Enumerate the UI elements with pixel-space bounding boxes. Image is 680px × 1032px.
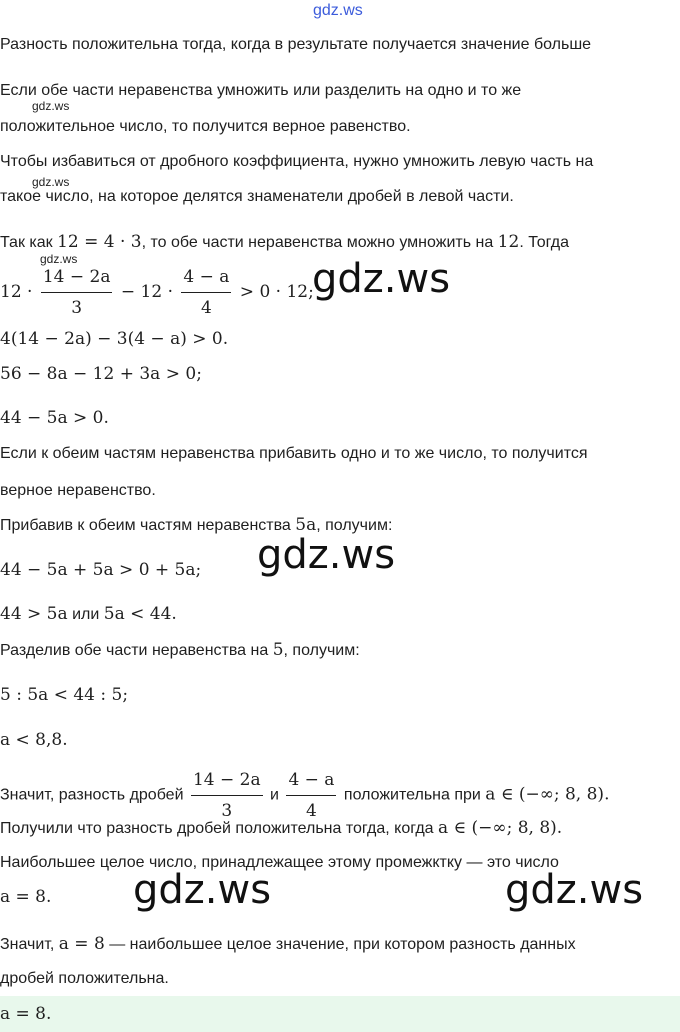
fraction-denominator: 4 [181, 292, 231, 321]
equation-6 [0, 604, 177, 625]
fraction-numerator: 14 − 2a [192, 770, 261, 790]
equation-5: 44 − 5a + 5a > 0 + 5a; [0, 560, 202, 580]
watermark-small-1: gdz.ws [32, 99, 70, 113]
math-expression: 5 [272, 640, 284, 660]
fraction-numerator: 4 − a [288, 770, 335, 790]
watermark-large-2: gdz.ws [257, 532, 396, 578]
text-line-12 [0, 818, 562, 839]
math-expression: a ∈ (−∞; 8, 8). [485, 784, 610, 805]
text-line-6 [0, 232, 569, 253]
math-expression: 12 = 4 · 3 [57, 232, 142, 252]
text-segment: и [265, 786, 284, 804]
text-line-2: Если обе части неравенства умножить или разделить на одно и то же [0, 82, 522, 99]
fraction-1 [41, 264, 113, 321]
answer-value: a = 8. [0, 1004, 52, 1024]
text-segment: Так как [0, 234, 58, 251]
text-segment: Значит, [0, 936, 59, 953]
equation-1 [0, 264, 314, 321]
fraction-4 [286, 767, 336, 824]
text-segment: Прибавив к обеим частям неравенства [0, 517, 296, 534]
text-line-11 [0, 767, 609, 824]
fraction-numerator: 14 − 2a [42, 267, 111, 287]
watermark-large-3: gdz.ws [133, 867, 272, 913]
text-segment: . Тогда [519, 234, 569, 251]
math-expression: 44 > 5a [0, 604, 68, 624]
math-expression: a = 8 [58, 934, 105, 954]
text-line-7: Если к обеим частям неравенства прибавить одно и то же число, то получится [0, 445, 588, 462]
watermark-small-2: gdz.ws [32, 175, 70, 189]
text-line-5: такое число, на которое делятся знаменатели дробей в левой части. [0, 188, 514, 205]
text-segment: — наибольшее целое значение, при котором разность данных [104, 936, 576, 953]
text-line-15: дробей положительна. [0, 970, 169, 987]
text-segment: , получим: [316, 517, 393, 534]
math-expression: 12 · [0, 282, 38, 302]
math-expression: − 12 · [115, 282, 179, 302]
equation-3: 56 − 8a − 12 + 3a > 0; [0, 364, 202, 384]
text-segment: положительна при [339, 786, 486, 804]
watermark-small-3: gdz.ws [40, 252, 78, 266]
watermark-top[interactable]: gdz.ws [313, 2, 363, 19]
text-segment: или [67, 606, 104, 623]
equation-8: a < 8,8. [0, 730, 68, 750]
text-line-4: Чтобы избавиться от дробного коэффициента, нужно умножить левую часть на [0, 153, 594, 170]
fraction-denominator: 3 [191, 795, 263, 824]
text-segment: Разделив обе части неравенства на [0, 642, 273, 659]
equation-7: 5 : 5a < 44 : 5; [0, 685, 129, 705]
text-segment: Получили что разность дробей положительна тогда, когда [0, 820, 439, 837]
math-expression: > 0 · 12; [234, 282, 314, 302]
text-segment: , то обе части неравенства можно умножить на [141, 234, 498, 251]
math-expression: 12 [497, 232, 520, 252]
math-expression: 5a [295, 515, 317, 535]
equation-2: 4(14 − 2a) − 3(4 − a) > 0. [0, 329, 229, 349]
equation-4: 44 − 5a > 0. [0, 408, 109, 428]
fraction-2 [181, 264, 231, 321]
text-line-3: положительное число, то получится верное равенство. [0, 118, 411, 135]
math-expression: a ∈ (−∞; 8, 8). [438, 818, 563, 838]
text-line-10 [0, 640, 360, 661]
fraction-denominator: 3 [41, 292, 113, 321]
text-line-13: Наибольшее целое число, принадлежащее этому промежктку — это число [0, 854, 559, 871]
math-expression: 5a < 44. [103, 604, 177, 624]
text-segment: Значит, разность дробей [0, 786, 188, 804]
fraction-3 [191, 767, 263, 824]
watermark-large-4: gdz.ws [505, 867, 644, 913]
text-line-1: Разность положительна тогда, когда в результате получается значение больше [0, 36, 592, 53]
fraction-numerator: 4 − a [183, 267, 230, 287]
text-line-8: верное неравенство. [0, 482, 156, 499]
watermark-large-1: gdz.ws [312, 256, 451, 302]
text-segment: , получим: [283, 642, 360, 659]
equation-9: a = 8. [0, 887, 52, 907]
text-line-14 [0, 934, 576, 955]
fraction-denominator: 4 [286, 795, 336, 824]
answer-box [0, 996, 680, 1032]
